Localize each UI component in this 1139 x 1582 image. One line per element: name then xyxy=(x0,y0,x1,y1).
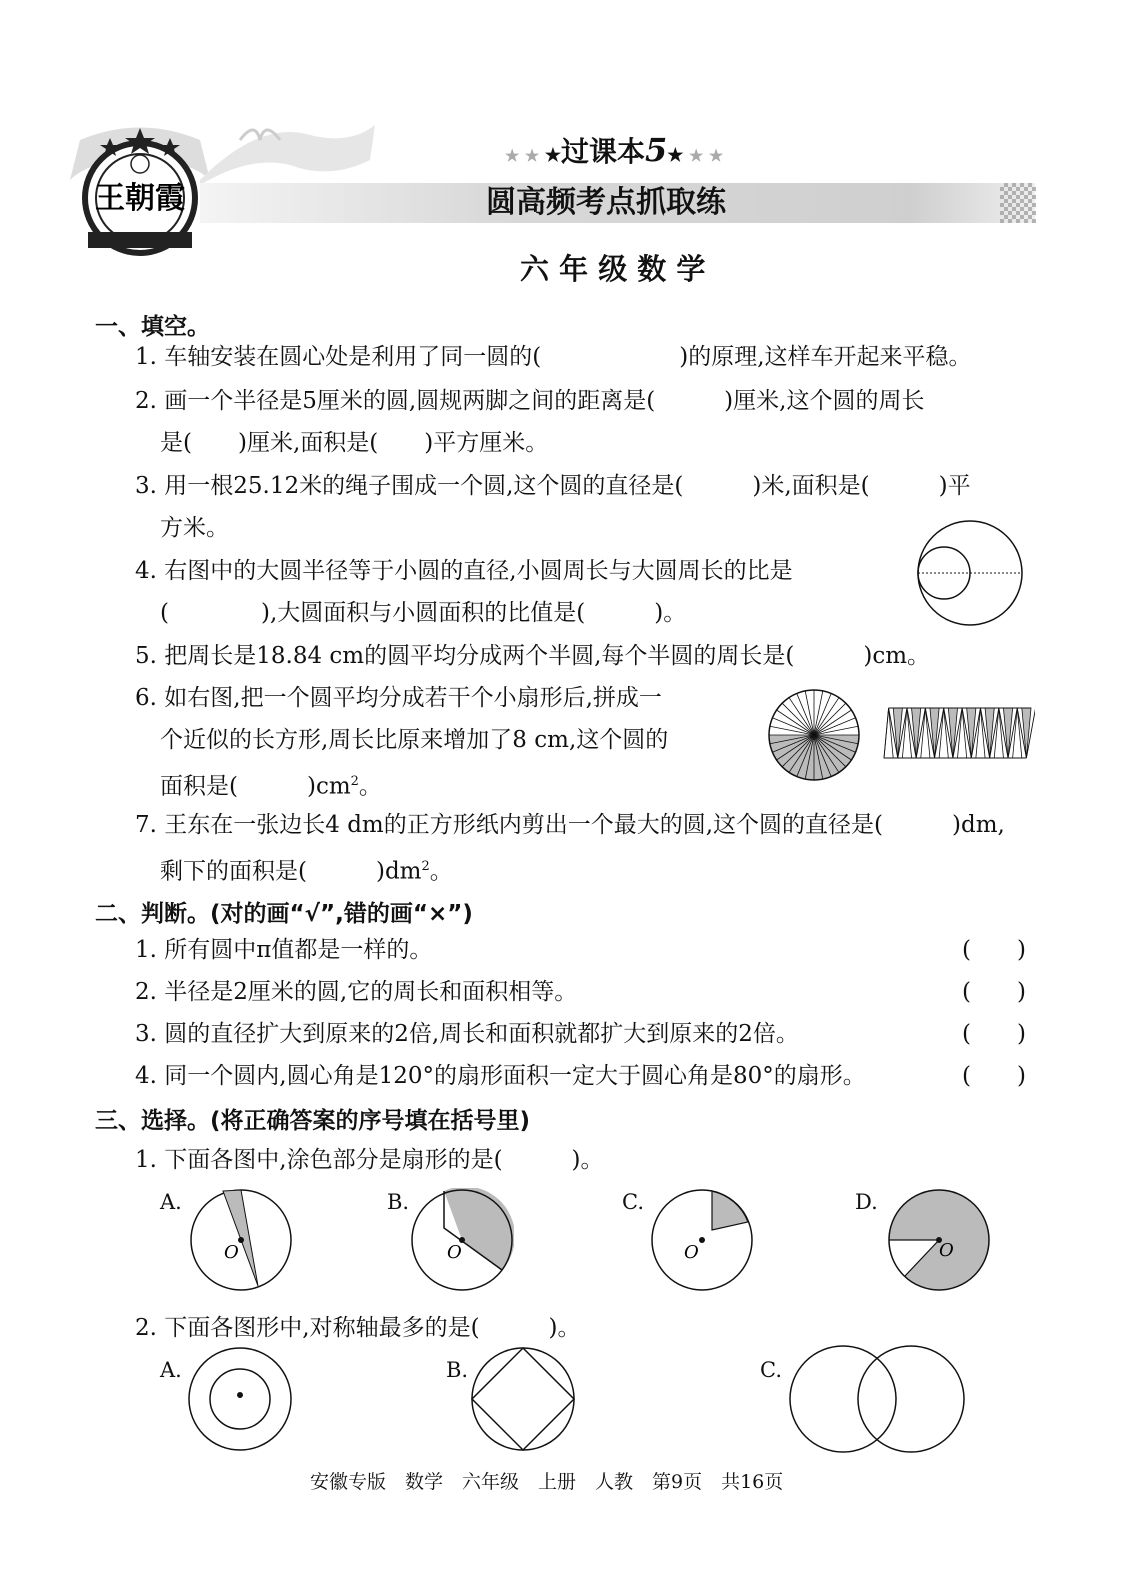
choice-q1-figure-a xyxy=(189,1188,293,1292)
rectangle-tooth xyxy=(921,708,930,758)
q1-1: 1. 车轴安装在圆心处是利用了同一圆的( )的原理,这样车开起来平稳。 xyxy=(135,344,972,370)
section3-heading: 三、选择。(将正确答案的序号填在括号里) xyxy=(95,1108,531,1134)
rectangle-tooth xyxy=(939,708,948,758)
judge-answer-1[interactable]: ( ) xyxy=(962,937,1026,963)
grade-subject: 六 年 级 数 学 xyxy=(520,252,706,286)
judge-item-3: 3. 圆的直径扩大到原来的2倍,周长和面积就都扩大到原来的2倍。 xyxy=(135,1021,799,1047)
q1-3-line2: 方米。 xyxy=(160,515,229,541)
choice-q1-option-c: C. xyxy=(622,1190,644,1214)
rectangle-tooth xyxy=(930,708,939,758)
svg-text:O: O xyxy=(447,1242,462,1263)
choice-q2-option-a: A. xyxy=(160,1358,182,1382)
ribbon-decoration xyxy=(200,110,380,185)
judge-answer-2[interactable]: ( ) xyxy=(962,979,1026,1005)
rectangle-tooth xyxy=(1003,708,1012,758)
rectangle-tooth xyxy=(902,708,911,758)
choice-q1: 1. 下面各图中,涂色部分是扇形的是( )。 xyxy=(135,1147,604,1173)
logo xyxy=(70,120,210,260)
judge-item-2: 2. 半径是2厘米的圆,它的周长和面积相等。 xyxy=(135,979,578,1005)
q1-7-line1: 7. 王东在一张边长4 dm的正方形纸内剪出一个最大的圆,这个圆的直径是( )dm, xyxy=(135,812,1005,838)
choice-q2-option-b: B. xyxy=(446,1358,469,1382)
rectangle-tooth xyxy=(1022,708,1031,758)
choice-q1-option-a: A. xyxy=(160,1190,182,1214)
q6-rectangle-figure xyxy=(880,706,1035,762)
svg-text:O: O xyxy=(684,1242,699,1263)
q1-2-line1: 2. 画一个半径是5厘米的圆,圆规两脚之间的距离是( )厘米,这个圆的周长 xyxy=(135,388,925,414)
rectangle-tooth xyxy=(958,708,967,758)
section1-heading: 一、填空。 xyxy=(95,314,210,340)
section2-heading: 二、判断。(对的画“√”,错的画“×”) xyxy=(95,901,473,927)
choice-q2-figure-b xyxy=(470,1346,576,1452)
q1-7-line2: 剩下的面积是( )$dm^2$。 xyxy=(160,858,453,885)
rectangle-tooth xyxy=(976,708,985,758)
rectangle-tooth xyxy=(967,708,976,758)
choice-q1-figure-d xyxy=(887,1188,991,1292)
q1-2-line2: 是( )厘米,面积是( )平方厘米。 xyxy=(160,430,549,456)
rectangle-tooth xyxy=(1013,708,1022,758)
q6-sector-circle xyxy=(767,688,861,782)
svg-text:O: O xyxy=(224,1242,239,1263)
choice-q2-figure-c xyxy=(788,1343,968,1455)
q1-6-line2: 个近似的长方形,周长比原来增加了8 cm,这个圆的 xyxy=(160,727,669,753)
rectangle-tooth xyxy=(994,708,1003,758)
choice-q1-option-d: D. xyxy=(855,1190,878,1214)
choice-q1-figure-c xyxy=(650,1188,754,1292)
q1-4-line2: ( ),大圆面积与小圆面积的比值是( )。 xyxy=(160,600,687,626)
judge-answer-4[interactable]: ( ) xyxy=(962,1063,1026,1089)
logo-text: 王朝霞 xyxy=(95,181,185,216)
judge-item-1: 1. 所有圆中π值都是一样的。 xyxy=(135,937,433,963)
judge-item-4: 4. 同一个圆内,圆心角是120°的扇形面积一定大于圆心角是80°的扇形。 xyxy=(135,1063,866,1089)
choice-q2-option-c: C. xyxy=(760,1358,782,1382)
choice-q1-figure-b xyxy=(410,1188,514,1292)
choice-q2-figure-a xyxy=(187,1346,293,1452)
rectangle-tooth xyxy=(985,708,994,758)
choice-q1-option-b: B. xyxy=(387,1190,410,1214)
title-band-pattern xyxy=(1000,183,1036,223)
q1-4-line1: 4. 右图中的大圆半径等于小圆的直径,小圆周长与大圆周长的比是 xyxy=(135,558,793,584)
q1-6-line3: 面积是( )$cm^2$。 xyxy=(160,773,382,800)
rectangle-tooth xyxy=(893,708,902,758)
series-label: 过课本 xyxy=(560,135,645,168)
choice-q2: 2. 下面各图形中,对称轴最多的是( )。 xyxy=(135,1315,581,1341)
rectangle-tooth xyxy=(912,708,921,758)
sector-spoke xyxy=(782,703,814,735)
q1-6-line1: 6. 如右图,把一个圆平均分成若干个小扇形后,拼成一 xyxy=(135,685,662,711)
topic-title: 圆高频考点抓取练 xyxy=(486,185,726,220)
rectangle-tooth xyxy=(884,708,893,758)
page-footer: 安徽专版 数学 六年级 上册 人教 第9页 共16页 xyxy=(310,1471,784,1493)
sector-spoke xyxy=(814,703,846,735)
judge-answer-3[interactable]: ( ) xyxy=(962,1021,1026,1047)
q1-3-line1: 3. 用一根25.12米的绳子围成一个圆,这个圆的直径是( )米,面积是( )平 xyxy=(135,473,971,499)
q1-5: 5. 把周长是18.84 cm的圆平均分成两个半圆,每个半圆的周长是( )cm。 xyxy=(135,643,931,669)
series-header: ★ ★ ★过课本5★ ★ ★ xyxy=(505,131,724,169)
q4-circles-figure xyxy=(915,519,1025,627)
svg-text:O: O xyxy=(939,1240,954,1261)
series-number: 5 xyxy=(644,131,668,169)
rectangle-tooth xyxy=(948,708,957,758)
